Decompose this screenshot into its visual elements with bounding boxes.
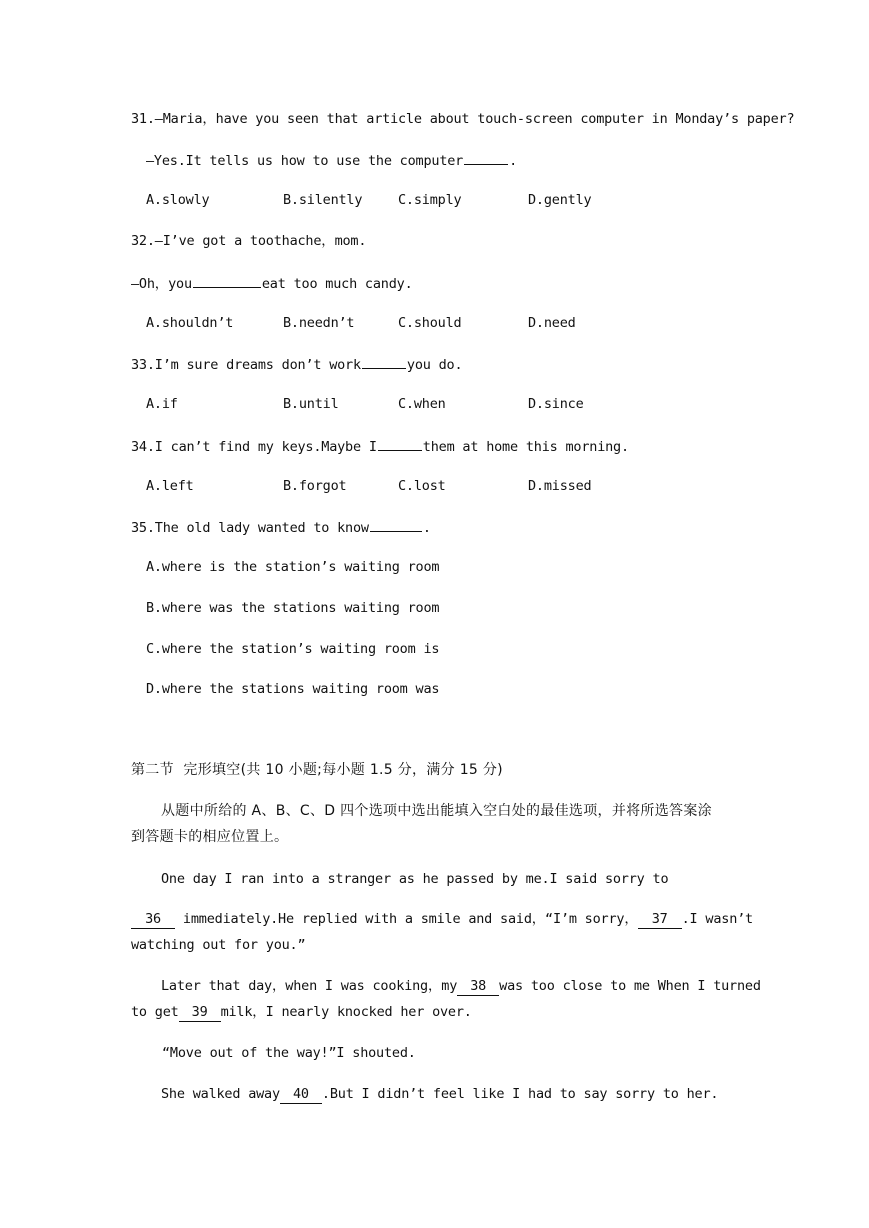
section-instruction-line1: 从题中所给的 A、B、C、D 四个选项中选出能填入空白处的最佳选项，并将所选答案涂	[161, 803, 712, 819]
option-d: D.gently	[528, 192, 592, 208]
question-33	[131, 354, 462, 374]
option-a: A.slowly	[146, 192, 210, 208]
answer-blank[interactable]	[378, 436, 422, 451]
option-a: A.shouldn’t	[146, 315, 234, 331]
passage-text: to get	[131, 1004, 179, 1020]
answer-blank[interactable]	[464, 150, 508, 165]
question-34	[131, 436, 629, 456]
reply-text: —Oh，you	[131, 276, 192, 292]
section-heading: 第二节 完形填空(共 10 小题;每小题 1.5 分，满分 15 分)	[131, 762, 503, 778]
question-32	[131, 232, 366, 250]
cloze-blank-40[interactable]: 40	[280, 1085, 322, 1104]
question-35	[131, 517, 431, 537]
question-prompt-end: .	[422, 520, 431, 536]
passage-line-2	[131, 910, 753, 929]
passage-line-6: “Move out of the way!”I shouted.	[162, 1045, 416, 1061]
section-instruction-line2: 到答题卡的相应位置上。	[131, 829, 289, 845]
passage-line-4	[161, 977, 761, 996]
question-prompt: The old lady wanted to know	[154, 520, 369, 536]
option-d: D.where the stations waiting room was	[146, 681, 440, 697]
answer-blank[interactable]	[362, 354, 406, 369]
passage-line-3: watching out for you.”	[131, 937, 306, 953]
cloze-blank-38[interactable]: 38	[457, 977, 499, 996]
option-b: B.silently	[283, 192, 363, 208]
question-prompt: —Maria，have you seen that article about touch-screen computer in Monday’s paper?	[154, 111, 795, 127]
passage-line-1: One day I ran into a stranger as he passed by me.I said sorry to	[161, 871, 669, 887]
question-32-reply	[131, 273, 413, 293]
passage-text: She walked away	[161, 1086, 280, 1102]
option-d: D.missed	[528, 478, 592, 494]
reply-text-end: eat too much candy.	[261, 276, 413, 292]
cloze-blank-37[interactable]: 37	[638, 910, 682, 929]
option-b: B.until	[283, 396, 339, 412]
option-c: C.lost	[398, 478, 446, 494]
passage-line-5	[131, 1003, 472, 1022]
question-number: 33.	[131, 357, 155, 373]
option-d: D.since	[528, 396, 584, 412]
option-c: C.when	[398, 396, 446, 412]
question-prompt-end: you do.	[406, 357, 463, 373]
option-a: A.left	[146, 478, 194, 494]
question-prompt-end: them at home this morning.	[422, 439, 629, 455]
passage-text: .I wasn’t	[681, 911, 753, 927]
answer-blank[interactable]	[370, 517, 422, 532]
passage-text: was too close to me When I turned	[499, 978, 761, 994]
passage-text: milk，I nearly knocked her over.	[220, 1004, 472, 1020]
option-c: C.where the station’s waiting room is	[146, 641, 440, 657]
option-c: C.should	[398, 315, 462, 331]
question-31-reply	[146, 150, 517, 170]
question-number: 31.	[131, 111, 155, 127]
option-b: B.forgot	[283, 478, 347, 494]
question-number: 32.	[131, 233, 155, 249]
question-number: 34.	[131, 439, 155, 455]
passage-text: .But I didn’t feel like I had to say sorry to her.	[321, 1086, 719, 1102]
option-a: A.where is the station’s waiting room	[146, 559, 440, 575]
option-a: A.if	[146, 396, 178, 412]
reply-text-end: .	[509, 153, 518, 169]
question-prompt: —I’ve got a toothache，mom.	[154, 233, 367, 249]
option-b: B.where was the stations waiting room	[146, 600, 440, 616]
passage-line-7	[161, 1085, 718, 1104]
passage-text: immediately.He replied with a smile and said，“I’m sorry，	[175, 911, 638, 927]
answer-blank[interactable]	[193, 273, 261, 288]
option-c: C.simply	[398, 192, 462, 208]
question-prompt: I’m sure dreams don’t work	[154, 357, 361, 373]
question-prompt: I can’t find my keys.Maybe I	[154, 439, 377, 455]
passage-text: Later that day，when I was cooking，my	[161, 978, 458, 994]
reply-text: —Yes.It tells us how to use the computer	[146, 153, 464, 169]
question-31	[131, 110, 794, 128]
option-d: D.need	[528, 315, 576, 331]
cloze-blank-36[interactable]: 36	[131, 910, 175, 929]
option-b: B.needn’t	[283, 315, 355, 331]
cloze-blank-39[interactable]: 39	[179, 1003, 221, 1022]
question-number: 35.	[131, 520, 155, 536]
